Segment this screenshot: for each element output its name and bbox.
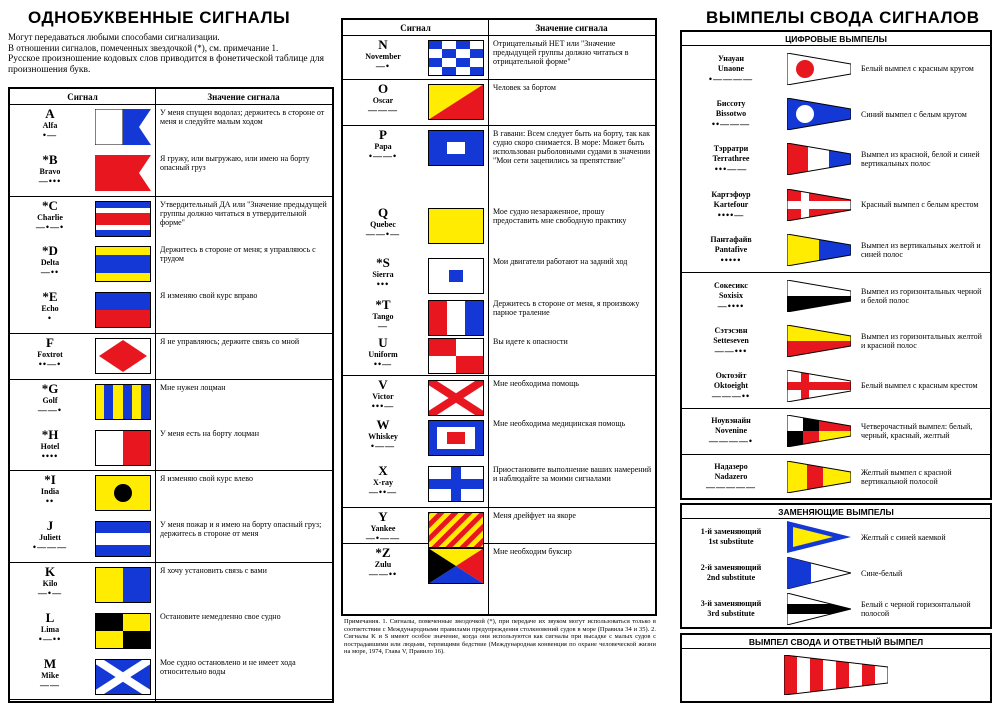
- pennant-name: [682, 99, 780, 129]
- signal-meaning: Мне необходима помощь: [488, 378, 655, 416]
- header-signal: Сигнал: [67, 91, 98, 102]
- signal-meaning: Мое судно остановлено и не имеет хода относительно воды: [155, 657, 332, 700]
- pennant-name-ru: Сэтэсэвн: [714, 326, 748, 336]
- signal-code: [343, 546, 423, 579]
- signal-word: Bravo: [39, 166, 61, 176]
- morse-code: —••••: [717, 300, 745, 311]
- morse-code: ——: [40, 679, 60, 690]
- right-title: ВЫМПЕЛЫ СВОДА СИГНАЛОВ: [706, 8, 980, 27]
- signal-code: [343, 128, 423, 161]
- signal-letter: U: [378, 335, 388, 350]
- pennant-icon: [780, 557, 858, 589]
- pennant-name-ru: Пантафайв: [710, 234, 752, 244]
- pennant-name-en: Oktoeight: [713, 380, 749, 390]
- signal-code: [10, 153, 90, 186]
- pennant-row: [682, 91, 990, 136]
- morse-code: •——: [370, 441, 396, 451]
- signal-letter: W: [376, 417, 390, 432]
- pennant-icon: [780, 325, 858, 357]
- middle-table-header: [343, 20, 655, 36]
- signal-row: [343, 376, 655, 416]
- signal-word: Whiskey: [368, 432, 398, 441]
- signal-code: [10, 290, 90, 323]
- signal-letter: *D: [42, 243, 58, 259]
- signal-row: [10, 105, 332, 151]
- signal-flag-icon: [90, 336, 155, 374]
- signal-flag-icon: [90, 473, 155, 511]
- signal-meaning: Меня дрейфует на якоре: [488, 510, 655, 543]
- signal-letter: N: [378, 37, 388, 52]
- pennant-name-ru: Картэфоур: [711, 189, 751, 199]
- pennant-meaning: Четверочастный вымпел: белый, черный, красный, желтый: [861, 422, 973, 441]
- intro-text: [8, 32, 333, 76]
- pennant-name-en: Pantafive: [714, 244, 748, 254]
- signal-word: Echo: [41, 304, 59, 314]
- pennant-meaning: Белый вымпел с красным крестом: [861, 381, 978, 391]
- signal-flag-icon: [90, 153, 155, 191]
- morse-code: ••: [45, 496, 55, 507]
- signal-code: [10, 244, 90, 277]
- signal-word: Quebec: [370, 220, 396, 229]
- pennant-meaning: Вымпел из вертикальных желтой и синей полос: [861, 240, 981, 259]
- signal-meaning: Приостановите выполнение ваших намерений и наблюдайте за моими сигналами: [488, 464, 655, 507]
- signal-code: [343, 464, 423, 497]
- pennant-icon: [780, 143, 858, 175]
- signal-letter: *I: [44, 472, 56, 488]
- signal-meaning: Остановите немедленно свое судно: [155, 611, 332, 655]
- pennant-meaning: Желтый с синей каемкой: [861, 532, 946, 542]
- signal-meaning: Мне нужен лоцман: [155, 382, 332, 426]
- morse-code: •———: [32, 542, 68, 553]
- signal-meaning: У меня спущен водолаз; держитесь в стороне от меня и следуйте малым ходом: [155, 107, 332, 151]
- signal-letter: M: [43, 655, 57, 671]
- signal-row: [343, 544, 655, 588]
- morse-code: ••••—: [717, 209, 745, 220]
- morse-code: ••—•: [38, 358, 62, 369]
- pennant-name-en: Soxisix: [718, 290, 743, 300]
- signal-meaning: Я гружу, или выгружаю, или имею на борту опасный груз: [155, 153, 332, 196]
- pennant-name-en: Terrathree: [712, 154, 750, 164]
- signal-word: Delta: [40, 258, 60, 268]
- pennant-name-ru: Сокесикс: [714, 280, 748, 290]
- signal-letter: P: [379, 127, 387, 142]
- signal-word: Sierra: [372, 270, 394, 279]
- pennant-name-ru: 3-й заменяющий: [700, 599, 762, 608]
- pennant-meaning: Синий вымпел с белым кругом: [861, 109, 967, 119]
- pennant-name-ru: 1-й заменяющий: [700, 527, 762, 536]
- signal-word: India: [40, 487, 60, 497]
- signal-word: Hotel: [40, 441, 60, 451]
- pennant-icon: [780, 593, 858, 625]
- morse-code: ——••: [368, 569, 398, 579]
- left-title: ОДНОБУКВЕННЫЕ СИГНАЛЫ: [28, 8, 291, 27]
- substitute-pennants-table: [680, 503, 992, 629]
- signal-flag-icon: [90, 199, 155, 237]
- morse-code: ———: [368, 105, 398, 115]
- signal-flag-icon: [423, 546, 488, 584]
- signal-meaning: Я не управляюсь; держите связь со мной: [155, 336, 332, 379]
- signal-meaning: Я изменяю свой курс влево: [155, 473, 332, 517]
- pennant-row: [682, 46, 990, 91]
- signal-meaning: Мои двигатели работают на задний ход: [488, 256, 655, 296]
- signal-meaning: В гавани: Всем следует быть на борту, так как судно скоро снимается. В море: Может быть использован рыболовными судами в значении "Мои сети зацепились за препятствие": [488, 128, 655, 204]
- signal-flag-icon: [423, 510, 488, 548]
- signal-meaning: Я хочу установить связь с вами: [155, 565, 332, 609]
- signal-flag-icon: [423, 38, 488, 76]
- pennant-row: [682, 409, 990, 454]
- morse-code: —••—: [368, 487, 398, 497]
- signal-row: [10, 197, 332, 243]
- signal-letter: *T: [375, 297, 391, 312]
- signal-word: Alfa: [42, 121, 58, 130]
- pennant-name: [682, 462, 780, 492]
- morse-code: —: [378, 321, 388, 331]
- left-signal-table: [8, 87, 334, 703]
- signal-code: [10, 565, 90, 598]
- signal-flag-icon: [90, 657, 155, 695]
- signal-meaning: Отрицательный НЕТ или "Значение предыдущей группы должно читаться в отрицательной форме": [488, 38, 655, 79]
- signal-code: [343, 418, 423, 451]
- pennant-icon: [780, 461, 858, 493]
- signal-row: [343, 334, 655, 376]
- signal-row: [343, 462, 655, 508]
- signal-letter: J: [46, 518, 54, 534]
- signal-code: [10, 382, 90, 415]
- signal-flag-icon: [423, 464, 488, 502]
- pennant-name-en: Bissotwo: [715, 109, 747, 119]
- pennant-meaning: Белый с черной горизонтальной полосой: [861, 600, 971, 618]
- morse-code: •—••: [38, 633, 62, 644]
- signal-row: [343, 254, 655, 296]
- morse-code: •————: [708, 73, 754, 84]
- signal-flag-icon: [90, 611, 155, 649]
- morse-code: —•——: [365, 533, 401, 543]
- signal-letter: O: [377, 81, 389, 96]
- signal-code: [10, 336, 90, 369]
- morse-code: —•••: [38, 175, 62, 186]
- signal-word: Lima: [40, 624, 60, 634]
- morse-code: •——•: [368, 151, 398, 161]
- signal-meaning: У меня пожар и я имею на борту опасный груз; держитесь в стороне от меня: [155, 519, 332, 562]
- pennant-icon: [780, 98, 858, 130]
- morse-code: •: [47, 313, 53, 324]
- signal-flag-icon: [423, 336, 488, 374]
- pennant-row: [682, 137, 990, 182]
- pennant-meaning: Белый вымпел с красным кругом: [861, 64, 974, 74]
- pennant-row: [682, 182, 990, 227]
- pennant-name: [682, 235, 780, 265]
- morse-code: —••: [40, 267, 60, 278]
- signal-flag-icon: [423, 298, 488, 336]
- signal-code: [10, 657, 90, 690]
- signal-word: Charlie: [37, 212, 63, 222]
- morse-code: •••——: [714, 164, 748, 175]
- signal-code: [10, 199, 90, 232]
- signal-word: November: [365, 52, 401, 61]
- signal-letter: A: [45, 106, 55, 121]
- signal-meaning: Мне необходим буксир: [488, 546, 655, 588]
- morse-code: •—: [42, 130, 58, 140]
- morse-code: —•—•: [35, 221, 65, 232]
- pennant-icon: [780, 415, 858, 447]
- pennant-meaning: Вымпел из горизонтальных черной и белой полос: [861, 286, 982, 305]
- signal-letter: L: [45, 609, 55, 625]
- signal-word: Zulu: [374, 560, 392, 569]
- morse-code: —•—: [37, 587, 63, 598]
- pennant-name-en: Setteseven: [713, 336, 749, 346]
- signal-code: [343, 510, 423, 543]
- header-signal: Сигнал: [400, 22, 431, 33]
- signal-word: Golf: [42, 395, 58, 405]
- pennant-name-ru: Унауан: [718, 53, 744, 63]
- signal-meaning: Утвердительный ДА или "Значение предыдущей группы должно читаться в утвердительной форме": [155, 199, 332, 243]
- pennant-row: [682, 273, 990, 318]
- signal-row: [10, 288, 332, 334]
- signal-code: [343, 298, 423, 331]
- middle-signal-table: [341, 18, 657, 616]
- signal-row: [343, 416, 655, 462]
- signal-row: [10, 471, 332, 517]
- pennant-name: [682, 144, 780, 174]
- pennant-name-en: 1st substitute: [708, 537, 754, 546]
- signal-code: [343, 378, 423, 411]
- morse-code: ——•: [37, 404, 63, 415]
- signal-letter: *C: [42, 197, 58, 213]
- pennant-name: [682, 527, 780, 547]
- answer-pennant-header: ВЫМПЕЛ СВОДА И ОТВЕТНЫЙ ВЫМПЕЛ: [682, 635, 990, 649]
- signal-letter: *S: [376, 255, 390, 270]
- pennant-row: [682, 519, 990, 555]
- pennant-row: [682, 318, 990, 363]
- signal-word: Uniform: [368, 350, 398, 359]
- signal-row: [10, 426, 332, 472]
- morse-code: •••—: [371, 401, 395, 411]
- signal-row: [10, 655, 332, 701]
- signal-letter: F: [46, 334, 54, 350]
- signal-code: [343, 38, 423, 71]
- signal-word: Juliett: [39, 533, 61, 543]
- signal-row: [343, 508, 655, 544]
- morse-code: ———••: [711, 390, 751, 401]
- morse-code: •••••: [720, 254, 742, 265]
- morse-code: ——•••: [714, 346, 748, 357]
- signal-flag-icon: [90, 382, 155, 420]
- pennant-name: [682, 326, 780, 356]
- pennant-name-ru: Октоэйт: [715, 370, 747, 380]
- answer-pennant-icon: [784, 655, 888, 695]
- signal-row: [10, 563, 332, 609]
- intro-line-1: Могут передаваться любыми способами сигнализации.: [8, 32, 220, 42]
- signal-flag-icon: [423, 418, 488, 456]
- signal-row: [343, 126, 655, 204]
- signal-row: [343, 296, 655, 334]
- pennant-row: [682, 455, 990, 500]
- pennant-name: [682, 416, 780, 446]
- signal-row: [10, 242, 332, 288]
- signal-meaning: Держитесь в стороне от меня, я произвожу парное траление: [488, 298, 655, 334]
- signal-row: [10, 334, 332, 380]
- signal-row: [10, 380, 332, 426]
- signal-flag-icon: [90, 565, 155, 603]
- pennant-row: [682, 555, 990, 591]
- intro-line-3: Русское произношение кодовых слов приводится в фонетической таблице для произношения букв.: [8, 54, 324, 75]
- signal-word: X-ray: [373, 478, 393, 487]
- answer-pennant-box: [680, 633, 992, 703]
- signal-letter: *E: [42, 289, 58, 305]
- substitute-pennants-header: ЗАМЕНЯЮЩИЕ ВЫМПЕЛЫ: [682, 505, 990, 519]
- pennant-name-ru: Биссоту: [716, 99, 746, 109]
- header-meaning: Значение сигнала: [535, 22, 608, 33]
- signal-word: Victor: [372, 392, 394, 401]
- intro-line-2: В отношении сигналов, помеченных звездочкой (*), см. примечание 1.: [8, 43, 279, 53]
- signal-flag-icon: [423, 206, 488, 244]
- pennant-name-ru: 2-й заменяющий: [700, 563, 762, 572]
- pennant-row: [682, 228, 990, 273]
- morse-code: ••—: [373, 359, 393, 369]
- signal-code: [343, 256, 423, 289]
- pennant-meaning: Красный вымпел с белым крестом: [861, 200, 979, 210]
- signal-row: [343, 204, 655, 254]
- pennant-name: [682, 54, 780, 84]
- signal-code: [10, 611, 90, 644]
- pennant-row: [682, 364, 990, 409]
- signal-letter: *G: [41, 380, 59, 396]
- pennant-name: [682, 190, 780, 220]
- signal-meaning: Держитесь в стороне от меня; я управляюсь с трудом: [155, 244, 332, 288]
- signal-meaning: Вы идете к опасности: [488, 336, 655, 375]
- signal-meaning: Мое судно незараженное, прошу предоставить мне свободную практику: [488, 206, 655, 254]
- signal-code: [10, 428, 90, 461]
- pennant-row: [682, 591, 990, 627]
- notes-text: Примечания. 1. Сигналы, помеченные звездочкой (*), при передаче их звуком могут использоваться только в соответствии с Международными правилами предупреждения столкновений судов в море (Правила 34 и 35). 2. Сигналы K и S имеют особое значение, когда они используются как сигналы при высадке с малых судов с пострадавшими или людьми, терпящими бедствие (Международная конвенция по охране человеческой жизни на море, 1974, Глава V, Правило 16).: [344, 618, 656, 655]
- morse-code: •••: [376, 279, 390, 289]
- pennant-name-en: Nadazero: [714, 472, 748, 482]
- signal-flag-icon: [90, 244, 155, 282]
- pennant-icon: [780, 280, 858, 312]
- signal-flag-icon: [90, 290, 155, 328]
- signal-row: [10, 517, 332, 563]
- morse-code: —————: [706, 482, 756, 493]
- pennant-meaning: Желтый вымпел с красной вертикальной полосой: [861, 468, 952, 487]
- signal-flag-icon: [90, 107, 155, 145]
- pennant-meaning: Вымпел из горизонтальных желтой и красной полос: [861, 332, 982, 351]
- signal-flag-icon: [423, 128, 488, 166]
- signal-word: Yankee: [370, 524, 396, 533]
- pennant-name-en: Novenine: [715, 426, 747, 436]
- header-meaning: Значение сигнала: [207, 91, 280, 102]
- signal-letter: Q: [377, 205, 389, 220]
- signal-letter: K: [44, 563, 56, 579]
- signal-letter: *B: [42, 151, 58, 167]
- pennant-name-en: Kartefour: [713, 199, 749, 209]
- morse-code: ——•—: [365, 229, 401, 239]
- signal-row: [343, 80, 655, 126]
- signal-letter: *H: [41, 426, 59, 442]
- pennant-name-ru: Тэрратри: [713, 144, 749, 154]
- signal-letter: V: [378, 377, 388, 392]
- pennant-name: [682, 281, 780, 311]
- signal-flag-icon: [423, 256, 488, 294]
- pennant-name-ru: Надазеро: [714, 462, 748, 472]
- signal-code: [343, 336, 423, 369]
- signal-flag-icon: [423, 82, 488, 120]
- signal-word: Mike: [41, 670, 59, 680]
- signal-flag-icon: [423, 378, 488, 416]
- signal-code: [343, 82, 423, 115]
- signal-row: [10, 609, 332, 655]
- signal-meaning: Я изменяю свой курс вправо: [155, 290, 332, 333]
- pennant-meaning: Вымпел из красной, белой и синей вертикальных полос: [861, 150, 980, 169]
- left-table-header: [10, 89, 332, 105]
- signal-meaning: Человек за бортом: [488, 82, 655, 125]
- pennant-name-en: 3rd substitute: [707, 609, 755, 618]
- signal-meaning: У меня есть на борту лоцман: [155, 428, 332, 471]
- morse-code: ————•: [708, 436, 754, 447]
- signal-letter: Y: [378, 509, 388, 524]
- digit-pennants-table: [680, 30, 992, 500]
- signal-word: Tango: [372, 312, 394, 321]
- pennant-icon: [780, 370, 858, 402]
- signal-meaning: Мне необходима медицинская помощь: [488, 418, 655, 462]
- pennant-name-ru: Ноувэнайн: [711, 416, 751, 426]
- digit-pennants-header: ЦИФРОВЫЕ ВЫМПЕЛЫ: [682, 32, 990, 46]
- signal-row: [343, 36, 655, 80]
- signal-row: [10, 151, 332, 197]
- signal-flag-icon: [90, 519, 155, 557]
- signal-word: Kilo: [42, 578, 58, 588]
- pennant-name: [682, 563, 780, 583]
- signal-word: Oscar: [372, 96, 394, 105]
- pennant-icon: [780, 189, 858, 221]
- morse-code: ••••: [41, 450, 59, 461]
- signal-code: [10, 519, 90, 552]
- pennant-name: [682, 599, 780, 619]
- pennant-icon: [780, 53, 858, 85]
- pennant-icon: [780, 234, 858, 266]
- signal-code: [10, 107, 90, 140]
- signal-flag-icon: [90, 428, 155, 466]
- morse-code: ••———: [711, 119, 751, 130]
- pennant-name: [682, 371, 780, 401]
- signal-letter: *Z: [375, 545, 391, 560]
- signal-code: [343, 206, 423, 239]
- pennant-icon: [780, 521, 858, 553]
- signal-code: [10, 473, 90, 506]
- signal-word: Papa: [374, 142, 392, 151]
- pennant-name-en: Unaone: [717, 63, 745, 73]
- signal-letter: X: [378, 463, 388, 478]
- signal-word: Foxtrot: [37, 349, 63, 359]
- pennant-name-en: 2nd substitute: [706, 573, 756, 582]
- morse-code: —•: [375, 61, 391, 71]
- pennant-meaning: Сине-белый: [861, 568, 903, 578]
